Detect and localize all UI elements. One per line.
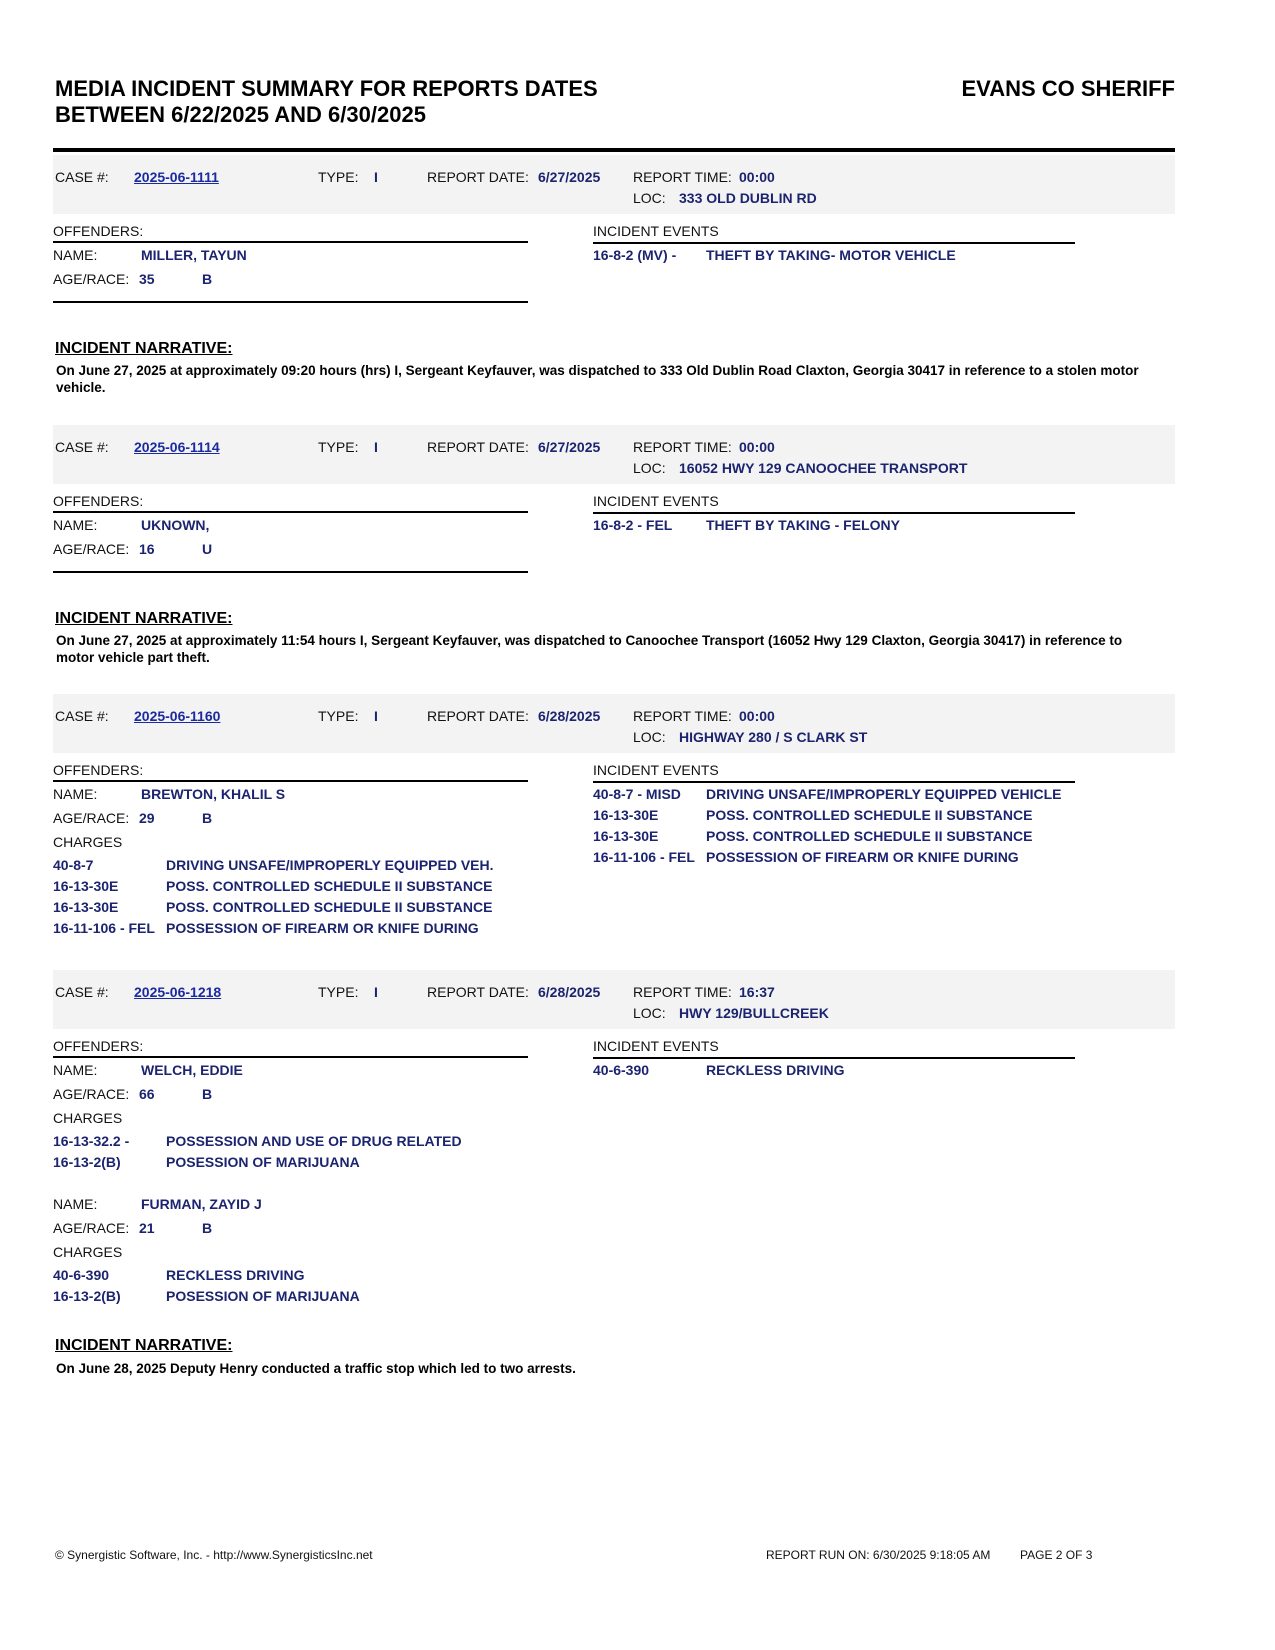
charge-code: 16-13-32.2 - (53, 1133, 130, 1149)
report-date-label: REPORT DATE: (427, 984, 529, 1000)
offender-age: 66 (139, 1086, 155, 1102)
event-code: 16-13-30E (593, 828, 659, 844)
charge-description: POSESSION OF MARIJUANA (166, 1288, 360, 1304)
charge-code: 16-11-106 - FEL (53, 920, 155, 936)
charge-description: RECKLESS DRIVING (166, 1267, 305, 1283)
charge-code: 40-6-390 (53, 1267, 110, 1283)
event-description: POSSESSION OF FIREARM OR KNIFE DURING (706, 849, 1019, 865)
offender-name: UKNOWN, (141, 517, 210, 533)
incident-events-rule (593, 1057, 1075, 1059)
type-label: TYPE: (318, 169, 359, 185)
charge-code: 16-13-2(B) (53, 1288, 121, 1304)
charge-description: POSS. CONTROLLED SCHEDULE II SUBSTANCE (166, 878, 493, 894)
type-value: I (374, 169, 378, 185)
report-date-value: 6/28/2025 (538, 984, 601, 1000)
offender-end-rule (53, 571, 528, 573)
offender-name: MILLER, TAYUN (141, 247, 247, 263)
offender-race: B (202, 810, 213, 826)
case-number-link[interactable]: 2025-06-1218 (134, 984, 222, 1000)
offender-name-label: NAME: (53, 1062, 98, 1078)
case-header-bar (53, 155, 1175, 214)
narrative-heading: INCIDENT NARRATIVE: (55, 1337, 233, 1354)
footer-page-number: PAGE 2 OF 3 (1020, 1548, 1093, 1562)
report-date-value: 6/27/2025 (538, 169, 601, 185)
offenders-heading: OFFENDERS: (53, 762, 144, 778)
event-description: RECKLESS DRIVING (706, 1062, 845, 1078)
offender-name: WELCH, EDDIE (141, 1062, 243, 1078)
incident-events-heading: INCIDENT EVENTS (593, 223, 719, 239)
narrative-text: On June 27, 2025 at approximately 09:20 hours (hrs) I, Sergeant Keyfauver, was dispatched to 333 Old Dublin Road Claxton, Georgia 30417 in reference to a stolen motor vehicle. (56, 363, 1139, 395)
charge-description: POSESSION OF MARIJUANA (166, 1154, 360, 1170)
footer-report-run: REPORT RUN ON: 6/30/2025 9:18:05 AM (766, 1548, 991, 1562)
type-value: I (374, 708, 378, 724)
case-number-label: CASE #: (55, 708, 109, 724)
report-title (55, 76, 598, 128)
report-time-label: REPORT TIME: (633, 439, 732, 455)
case-number-label: CASE #: (55, 169, 109, 185)
charge-description: POSSESSION OF FIREARM OR KNIFE DURING (166, 920, 479, 936)
charge-description: DRIVING UNSAFE/IMPROPERLY EQUIPPED VEH. (166, 857, 494, 873)
location-value: 333 OLD DUBLIN RD (679, 190, 817, 206)
offender-age-race-label: AGE/RACE: (53, 271, 130, 287)
incident-events-rule (593, 242, 1075, 244)
event-code: 16-11-106 - FEL (593, 849, 695, 865)
event-description: POSS. CONTROLLED SCHEDULE II SUBSTANCE (706, 828, 1033, 844)
offender-race: B (202, 271, 213, 287)
header-rule (53, 148, 1175, 152)
event-code: 16-8-2 (MV) - (593, 247, 677, 263)
offender-name-label: NAME: (53, 517, 98, 533)
offender-name-label: NAME: (53, 786, 98, 802)
report-time-label: REPORT TIME: (633, 708, 732, 724)
offenders-rule (53, 780, 528, 782)
narrative-text: On June 27, 2025 at approximately 11:54 hours I, Sergeant Keyfauver, was dispatched to Canoochee Transport (16052 Hwy 129 Claxton, Georgia 30417) in reference to motor vehicle part theft. (56, 633, 1123, 665)
event-description: THEFT BY TAKING - FELONY (706, 517, 900, 533)
type-label: TYPE: (318, 439, 359, 455)
charges-heading: CHARGES (53, 1244, 123, 1260)
charge-code: 40-8-7 (53, 857, 94, 873)
event-code: 40-6-390 (593, 1062, 650, 1078)
charges-heading: CHARGES (53, 834, 123, 850)
offender-age: 29 (139, 810, 155, 826)
offender-age-race-label: AGE/RACE: (53, 1086, 130, 1102)
narrative-text: On June 28, 2025 Deputy Henry conducted a traffic stop which led to two arrests. (56, 1361, 576, 1376)
offenders-heading: OFFENDERS: (53, 223, 144, 239)
event-code: 16-8-2 - FEL (593, 517, 673, 533)
offenders-rule (53, 1056, 528, 1058)
case-number-link[interactable]: 2025-06-1160 (134, 708, 221, 724)
case-number-link[interactable]: 2025-06-1111 (134, 169, 219, 185)
offender-age-race-label: AGE/RACE: (53, 810, 130, 826)
case-header-bar (53, 694, 1175, 753)
location-label: LOC: (633, 1005, 666, 1021)
offenders-rule (53, 511, 528, 513)
location-label: LOC: (633, 190, 666, 206)
event-description: THEFT BY TAKING- MOTOR VEHICLE (706, 247, 956, 263)
incident-events-rule (593, 781, 1075, 783)
type-label: TYPE: (318, 984, 359, 1000)
offender-name-label: NAME: (53, 1196, 98, 1212)
charge-code: 16-13-2(B) (53, 1154, 121, 1170)
type-label: TYPE: (318, 708, 359, 724)
report-title-line-2: BETWEEN 6/22/2025 AND 6/30/2025 (55, 102, 426, 127)
charges-heading: CHARGES (53, 1110, 123, 1126)
case-number-link[interactable]: 2025-06-1114 (134, 439, 220, 455)
incident-events-rule (593, 512, 1075, 514)
offender-name: FURMAN, ZAYID J (141, 1196, 262, 1212)
location-value: HIGHWAY 280 / S CLARK ST (679, 729, 868, 745)
report-date-label: REPORT DATE: (427, 439, 529, 455)
charge-description: POSSESSION AND USE OF DRUG RELATED (166, 1133, 462, 1149)
report-time-label: REPORT TIME: (633, 984, 732, 1000)
agency-name: EVANS CO SHERIFF (961, 76, 1175, 101)
offenders-heading: OFFENDERS: (53, 493, 144, 509)
offender-age: 21 (139, 1220, 155, 1236)
case-number-label: CASE #: (55, 439, 109, 455)
offender-name-label: NAME: (53, 247, 98, 263)
report-date-label: REPORT DATE: (427, 708, 529, 724)
case-number-label: CASE #: (55, 984, 109, 1000)
report-time-label: REPORT TIME: (633, 169, 732, 185)
offender-age-race-label: AGE/RACE: (53, 541, 130, 557)
event-description: POSS. CONTROLLED SCHEDULE II SUBSTANCE (706, 807, 1033, 823)
offender-name: BREWTON, KHALIL S (141, 786, 286, 802)
offenders-rule (53, 241, 528, 243)
location-value: 16052 HWY 129 CANOOCHEE TRANSPORT (679, 460, 968, 476)
case-header-bar (53, 425, 1175, 484)
offender-end-rule (53, 301, 528, 303)
offender-race: B (202, 1086, 213, 1102)
case-header-bar (53, 970, 1175, 1029)
report-date-label: REPORT DATE: (427, 169, 529, 185)
charge-code: 16-13-30E (53, 878, 119, 894)
report-date-value: 6/28/2025 (538, 708, 601, 724)
charge-description: POSS. CONTROLLED SCHEDULE II SUBSTANCE (166, 899, 493, 915)
type-value: I (374, 439, 378, 455)
event-code: 16-13-30E (593, 807, 659, 823)
offender-race: B (202, 1220, 213, 1236)
report-time-value: 00:00 (739, 439, 775, 455)
offenders-heading: OFFENDERS: (53, 1038, 144, 1054)
offender-age: 35 (139, 271, 155, 287)
report-time-value: 16:37 (739, 984, 775, 1000)
type-value: I (374, 984, 378, 1000)
charge-code: 16-13-30E (53, 899, 119, 915)
incident-events-heading: INCIDENT EVENTS (593, 493, 719, 509)
offender-age-race-label: AGE/RACE: (53, 1220, 130, 1236)
report-date-value: 6/27/2025 (538, 439, 601, 455)
location-label: LOC: (633, 729, 666, 745)
event-description: DRIVING UNSAFE/IMPROPERLY EQUIPPED VEHICLE (706, 786, 1062, 802)
report-title-line-1: MEDIA INCIDENT SUMMARY FOR REPORTS DATES (55, 76, 598, 101)
offender-race: U (202, 541, 213, 557)
location-value: HWY 129/BULLCREEK (679, 1005, 829, 1021)
narrative-heading: INCIDENT NARRATIVE: (55, 610, 233, 627)
event-code: 40-8-7 - MISD (593, 786, 681, 802)
footer-copyright: © Synergistic Software, Inc. - http://www.SynergisticsInc.net (55, 1548, 373, 1562)
narrative-heading: INCIDENT NARRATIVE: (55, 340, 233, 357)
report-time-value: 00:00 (739, 169, 775, 185)
offender-age: 16 (139, 541, 155, 557)
location-label: LOC: (633, 460, 666, 476)
report-time-value: 00:00 (739, 708, 775, 724)
incident-events-heading: INCIDENT EVENTS (593, 1038, 719, 1054)
incident-events-heading: INCIDENT EVENTS (593, 762, 719, 778)
